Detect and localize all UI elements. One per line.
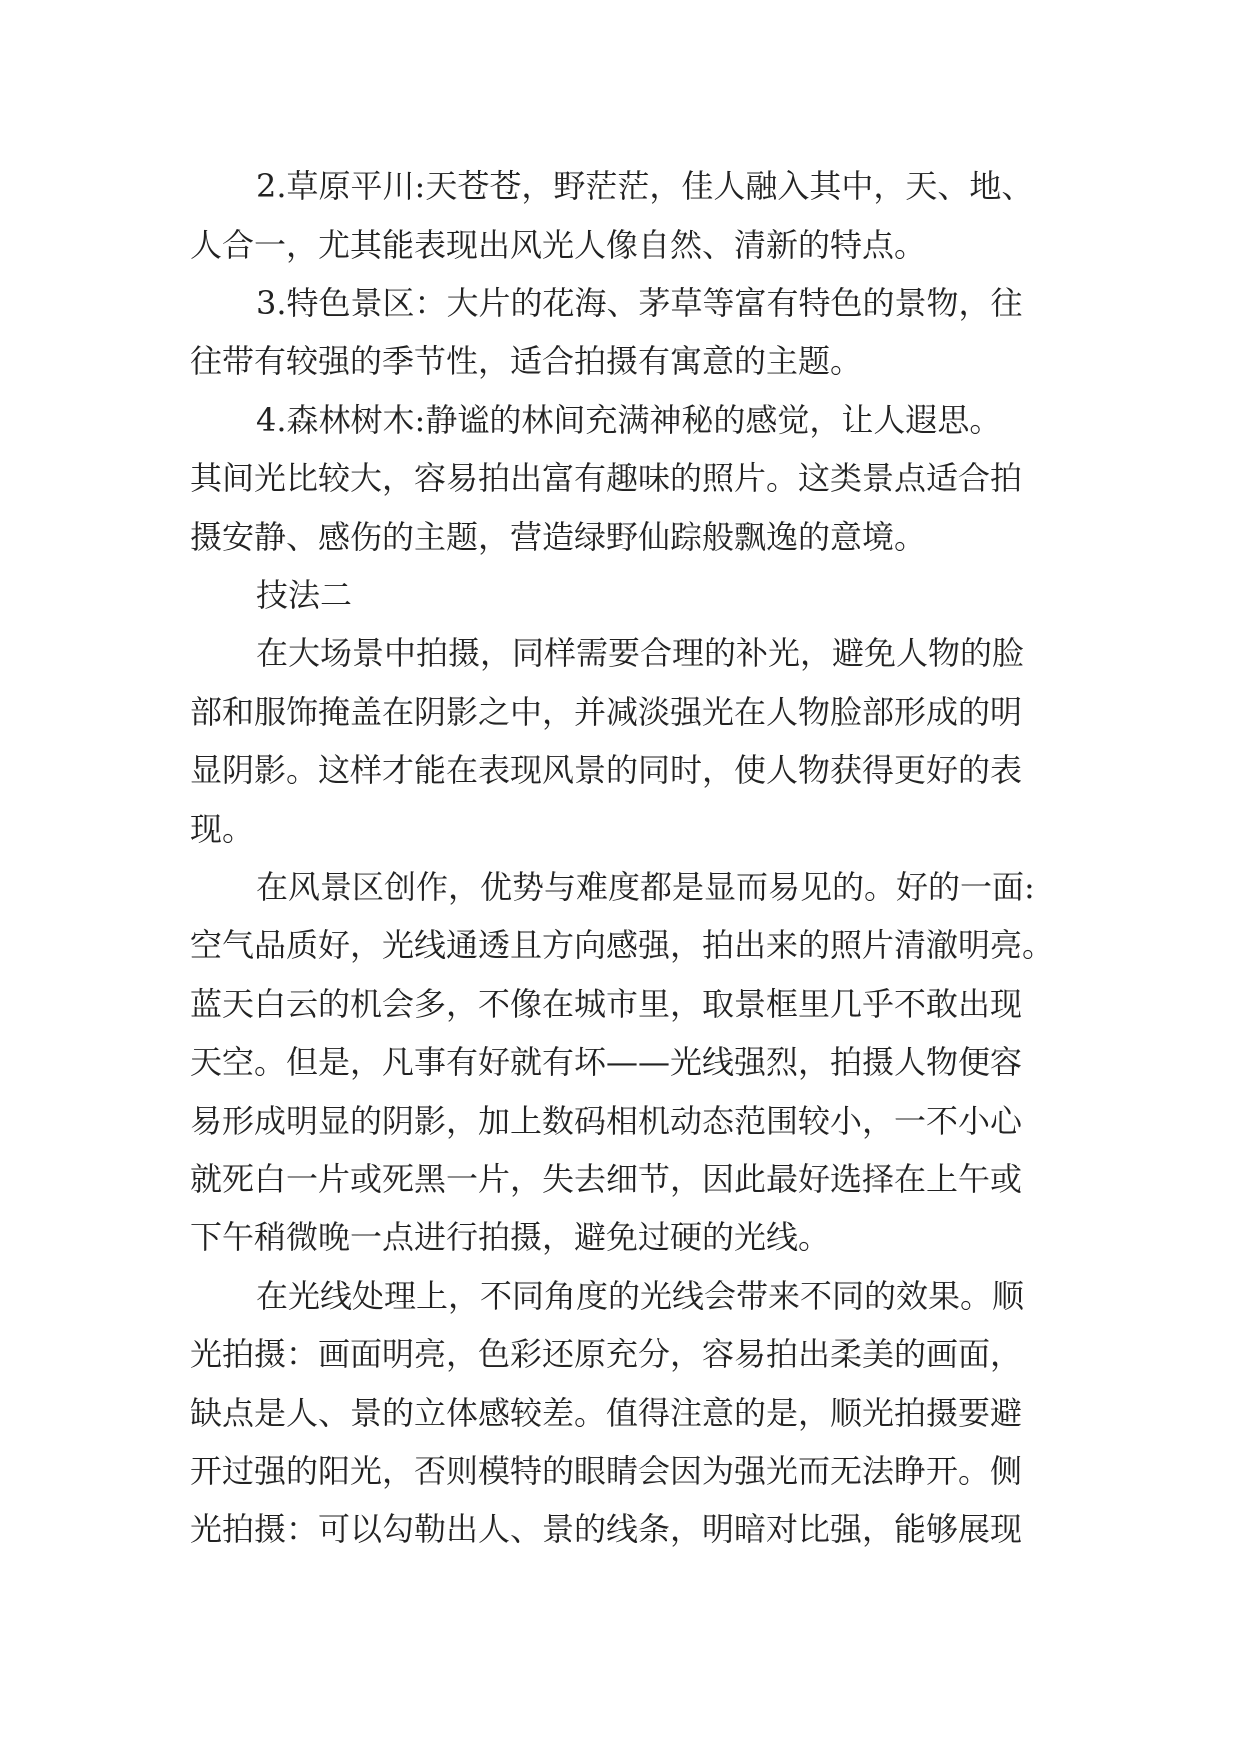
text-line: 在风景区创作，优势与难度都是显而易见的。好的一面: [256,868,1035,906]
text-line: 光拍摄：可以勾勒出人、景的线条，明暗对比强，能够展现 [190,1510,1023,1548]
text-line: 空气品质好，光线通透且方向感强，拍出来的照片清澈明亮。 [190,926,1055,964]
text-line: 部和服饰掩盖在阴影之中，并减淡强光在人物脸部形成的明 [190,693,1023,731]
text-line: 4.森林树木:静谧的林间充满神秘的感觉，让人遐思。 [256,401,1002,439]
text-line: 在大场景中拍摄，同样需要合理的补光，避免人物的脸 [256,634,1025,672]
text-line: 2.草原平川:天苍苍，野茫茫，佳人融入其中，天、地、 [256,167,1034,205]
text-line: 蓝天白云的机会多，不像在城市里，取景框里几乎不敢出现 [190,985,1023,1023]
text-line: 往带有较强的季节性，适合拍摄有寓意的主题。 [190,342,863,380]
text-line: 天空。但是，凡事有好就有坏——光线强烈，拍摄人物便容 [190,1043,1023,1081]
text-line: 就死白一片或死黑一片，失去细节，因此最好选择在上午或 [190,1160,1023,1198]
text-line: 现。 [190,810,255,848]
text-line: 显阴影。这样才能在表现风景的同时，使人物获得更好的表 [190,751,1023,789]
text-line: 光拍摄：画面明亮，色彩还原充分，容易拍出柔美的画面， [190,1335,1023,1373]
section-heading: 技法二 [256,576,353,614]
text-line: 开过强的阳光，否则模特的眼睛会因为强光而无法睁开。侧 [190,1452,1023,1490]
text-line: 缺点是人、景的立体感较差。值得注意的是，顺光拍摄要避 [190,1394,1023,1432]
text-line: 易形成明显的阴影，加上数码相机动态范围较小，一不小心 [190,1102,1023,1140]
text-line: 摄安静、感伤的主题，营造绿野仙踪般飘逸的意境。 [190,518,927,556]
text-line: 下午稍微晚一点进行拍摄，避免过硬的光线。 [190,1218,831,1256]
text-line: 在光线处理上，不同角度的光线会带来不同的效果。顺 [256,1277,1025,1315]
text-line: 3.特色景区：大片的花海、茅草等富有特色的景物，往 [256,284,1023,322]
text-line: 人合一，尤其能表现出风光人像自然、清新的特点。 [190,226,927,264]
text-line: 其间光比较大，容易拍出富有趣味的照片。这类景点适合拍 [190,459,1023,497]
